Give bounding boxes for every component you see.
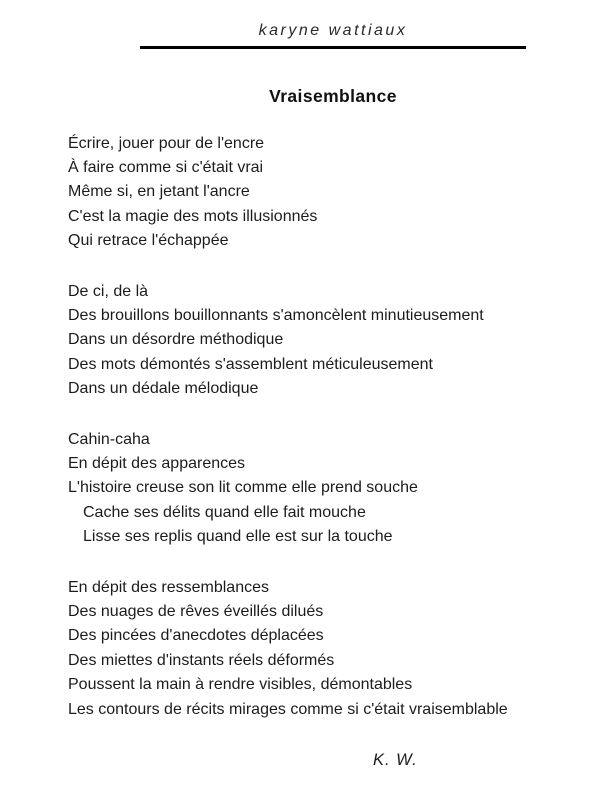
poem-line: Dans un désordre méthodique <box>68 331 284 349</box>
poem-line: Dans un dédale mélodique <box>68 380 259 398</box>
poem-line: De ci, de là <box>68 282 149 300</box>
poem-line: À faire comme si c'était vrai <box>68 158 264 176</box>
page-title: Vraisemblance <box>269 85 397 106</box>
poem-line: L'histoire creuse son lit comme elle prend souche <box>68 479 418 497</box>
author-name: karyne wattiaux <box>258 22 408 39</box>
page-content <box>68 20 598 771</box>
poem-line: Les contours de récits mirages comme si c'était vraisemblable <box>68 700 508 718</box>
stanza-1 <box>68 132 598 254</box>
poem-line: Lisse ses replis quand elle est sur la touche <box>83 528 393 546</box>
poem-line: Des miettes d'instants réels déformés <box>68 651 335 669</box>
poem-line: Des mots démontés s'assemblent méticuleusement <box>68 355 433 373</box>
poem-line: Des pincées d'anecdotes déplacées <box>68 627 324 645</box>
stanza-2 <box>68 280 598 402</box>
poem-line: Qui retrace l'échappée <box>68 232 229 250</box>
poem-line: Des brouillons bouillonnants s'amoncèlent minutieusement <box>68 306 484 324</box>
poem-line: Écrire, jouer pour de l'encre <box>68 134 265 152</box>
poem-line: Des nuages de rêves éveillés dilués <box>68 603 324 620</box>
poem-line: En dépit des ressemblances <box>68 578 269 596</box>
poem-line: Même si, en jetant l'ancre <box>68 183 250 201</box>
author-initials-signature: K. W. <box>373 751 418 770</box>
poem-line: En dépit des apparences <box>68 454 246 472</box>
header-rule <box>140 46 526 49</box>
poem-line: Poussent la main à rendre visibles, démontables <box>68 676 413 694</box>
stanza-3 <box>68 428 598 550</box>
poem-body <box>68 132 598 723</box>
poem-line: Cache ses délits quand elle fait mouche <box>83 503 366 521</box>
poem-line: Cahin-caha <box>68 430 150 448</box>
stanza-4 <box>68 576 598 722</box>
poem-line: C'est la magie des mots illusionnés <box>68 207 318 225</box>
